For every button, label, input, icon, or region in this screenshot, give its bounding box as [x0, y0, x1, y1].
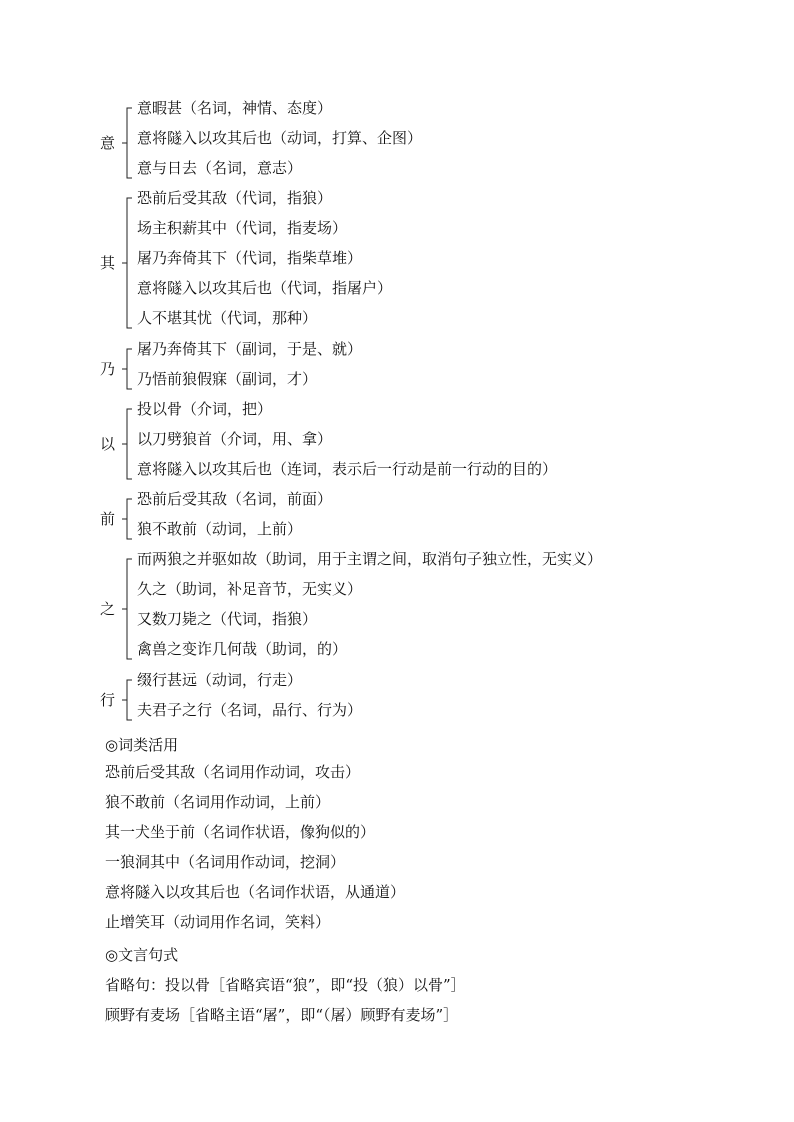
word-class-item: 恐前后受其敌（名词用作动词，攻击） — [105, 763, 361, 781]
group-item: 屠乃奔倚其下（代词，指柴草堆） — [137, 249, 363, 267]
group-word: 乃 — [100, 360, 116, 378]
group-item: 又数刀毙之（代词，指狼） — [137, 610, 318, 628]
group-word: 行 — [100, 691, 116, 709]
group-item: 意将隧入以攻其后也（连词，表示后一行动是前一行动的目的） — [137, 460, 558, 478]
group-word: 其 — [100, 254, 116, 272]
group-item: 意暇甚（名词，神情、态度） — [137, 99, 333, 117]
group-item: 恐前后受其敌（名词，前面） — [137, 490, 333, 508]
group-item: 狼不敢前（动词，上前） — [137, 520, 303, 538]
group-item: 缀行甚远（动词，行走） — [137, 671, 303, 689]
section-heading-sentence: ◎文言句式 — [105, 946, 179, 964]
group-word: 意 — [100, 134, 116, 152]
sentence-item: 省略句：投以骨［省略宾语“狼”，即“投（狼）以骨”］ — [105, 976, 466, 994]
group-item: 久之（助词，补足音节，无实义） — [137, 580, 363, 598]
group-item: 意与日去（名词，意志） — [137, 159, 303, 177]
word-class-item: 止增笑耳（动词用作名词，笑料） — [105, 913, 331, 931]
group-item: 意将隧入以攻其后也（代词，指屠户） — [137, 279, 393, 297]
word-class-item: 意将隧入以攻其后也（名词作状语，从通道） — [105, 883, 406, 901]
group-item: 意将隧入以攻其后也（动词，打算、企图） — [137, 129, 423, 147]
group-word: 以 — [100, 435, 116, 453]
group-item: 乃悟前狼假寐（副词，才） — [137, 370, 318, 388]
group-item: 投以骨（介词，把） — [137, 400, 273, 418]
group-item: 恐前后受其敌（代词，指狼） — [137, 189, 333, 207]
group-item: 场主积薪其中（代词，指麦场） — [137, 219, 348, 237]
group-item: 屠乃奔倚其下（副词，于是、就） — [137, 340, 363, 358]
group-item: 以刀劈狼首（介词，用、拿） — [137, 430, 333, 448]
group-item: 禽兽之变诈几何哉（助词，的） — [137, 640, 348, 658]
group-word: 前 — [100, 510, 116, 528]
sentence-item: 顾野有麦场［省略主语“屠”，即“（屠）顾野有麦场”］ — [105, 1006, 459, 1024]
word-class-item: 其一犬坐于前（名词作状语，像狗似的） — [105, 823, 376, 841]
group-item: 人不堪其忧（代词，那种） — [137, 309, 318, 327]
group-word: 之 — [100, 600, 116, 618]
word-class-item: 狼不敢前（名词用作动词，上前） — [105, 793, 331, 811]
group-item: 夫君子之行（名词，品行、行为） — [137, 701, 363, 719]
section-heading-word-class: ◎词类活用 — [105, 736, 179, 754]
group-item: 而两狼之并驱如故（助词，用于主谓之间，取消句子独立性，无实义） — [137, 550, 603, 568]
word-class-item: 一狼洞其中（名词用作动词，挖洞） — [105, 853, 346, 871]
